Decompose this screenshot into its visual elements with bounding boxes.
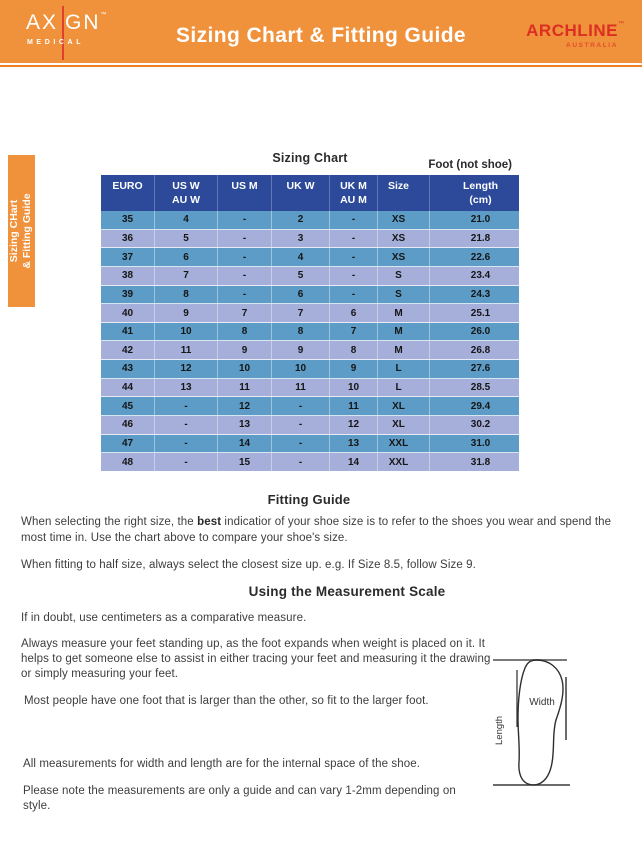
- table-cell: 9: [218, 341, 272, 359]
- table-cell: 3: [272, 230, 330, 248]
- table-cell: 29.4: [470, 400, 491, 412]
- table-cell: 8: [330, 341, 378, 359]
- table-cell: 2: [272, 211, 330, 229]
- archline-logo: [526, 21, 624, 49]
- table-cell: 8: [218, 323, 272, 341]
- table-row: [101, 416, 519, 435]
- table-cell: -: [218, 211, 272, 229]
- table-cell: -: [155, 453, 218, 471]
- measurement-paragraph-1: If in doubt, use centimeters as a comparative measure.: [21, 612, 307, 624]
- table-cell: 28.5: [470, 382, 491, 394]
- fitting-guide-paragraph-2: When fitting to half size, always select the closest size up. e.g. If Size 8.5, follow Size 9.: [21, 559, 476, 571]
- measurement-paragraph-4: All measurements for width and length are for the internal space of the shoe.: [23, 758, 421, 770]
- table-cell: -: [218, 248, 272, 266]
- table-cell: -: [330, 286, 378, 304]
- table-cell: -: [272, 416, 330, 434]
- table-cell: 10: [155, 323, 218, 341]
- fitting-guide-heading: Fitting Guide: [267, 492, 351, 507]
- table-cell: 23.4: [470, 270, 491, 282]
- table-cell: 39: [101, 286, 155, 304]
- archline-logo-text: ARCHLINE: [526, 21, 618, 40]
- table-cell: 38: [101, 267, 155, 285]
- column-header-length: Length (cm): [463, 180, 498, 206]
- table-cell: 4: [272, 248, 330, 266]
- page-title: Sizing Chart & Fitting Guide: [175, 24, 466, 47]
- column-header-ukm: UK M AU M: [330, 175, 378, 211]
- table-cell: L: [378, 360, 430, 378]
- table-row: [101, 286, 519, 305]
- table-cell: S: [378, 286, 430, 304]
- table-cell: 9: [155, 304, 218, 322]
- table-cell: 12: [155, 360, 218, 378]
- table-cell: 7: [272, 304, 330, 322]
- table-cell: 15: [218, 453, 272, 471]
- table-cell: 21.0: [470, 214, 491, 226]
- table-cell: 14: [218, 435, 272, 453]
- table-cell: -: [218, 230, 272, 248]
- table-cell: XXL: [378, 435, 430, 453]
- table-cell: -: [330, 211, 378, 229]
- table-cell: L: [378, 379, 430, 397]
- table-cell: 24.3: [470, 288, 491, 300]
- fitting-guide-paragraph-1: When selecting the right size, the best indicatior of your shoe size is to refer to the shoes you wear and spend the most time in. Use the chart above to compare your shoe's size.: [21, 516, 612, 544]
- archline-logo-subtitle: AUSTRALIA: [566, 42, 618, 49]
- table-cell: 7: [218, 304, 272, 322]
- table-cell: 12: [218, 397, 272, 415]
- sizing-table-body: [101, 211, 519, 471]
- table-cell: XS: [378, 248, 430, 266]
- sizing-chart-title: Sizing Chart: [272, 151, 348, 165]
- table-row: [101, 379, 519, 398]
- table-cell: -: [330, 230, 378, 248]
- banner-divider-line: [0, 65, 642, 67]
- table-cell: -: [272, 397, 330, 415]
- table-cell: -: [218, 267, 272, 285]
- table-cell: XL: [378, 397, 430, 415]
- table-row: [101, 248, 519, 267]
- trademark-symbol: ™: [618, 21, 624, 27]
- table-cell: 9: [272, 341, 330, 359]
- table-cell: 6: [330, 304, 378, 322]
- table-row: [101, 304, 519, 323]
- table-cell: -: [155, 416, 218, 434]
- table-cell: 8: [155, 286, 218, 304]
- table-cell: 21.8: [470, 232, 491, 244]
- table-cell: 11: [155, 341, 218, 359]
- table-cell: 14: [330, 453, 378, 471]
- measurement-scale-heading: Using the Measurement Scale: [248, 584, 446, 599]
- table-cell: 46: [101, 416, 155, 434]
- table-row: [101, 453, 519, 471]
- table-cell: 8: [272, 323, 330, 341]
- table-cell: 5: [155, 230, 218, 248]
- width-label: Width: [529, 697, 555, 708]
- measurement-paragraph-2: Always measure your feet standing up, as the foot expands when weight is placed on it. It helps to get someone else to assist in either tracing your feet and measuring it the drawing or simply measuring your feet.: [21, 638, 491, 681]
- table-row: [101, 230, 519, 249]
- axign-logo-left: AX: [26, 11, 59, 34]
- table-cell: 6: [272, 286, 330, 304]
- table-cell: -: [272, 435, 330, 453]
- table-cell: M: [378, 341, 430, 359]
- table-cell: 40: [101, 304, 155, 322]
- table-row: [101, 323, 519, 342]
- table-cell: 31.0: [470, 438, 491, 449]
- table-cell: 13: [218, 416, 272, 434]
- table-cell: 45: [101, 397, 155, 415]
- table-cell: 6: [155, 248, 218, 266]
- table-row: [101, 360, 519, 379]
- table-row: [101, 211, 519, 230]
- table-cell: 12: [330, 416, 378, 434]
- table-cell: 43: [101, 360, 155, 378]
- table-cell: 13: [155, 379, 218, 397]
- table-cell: 30.2: [470, 419, 491, 431]
- table-cell: -: [155, 435, 218, 453]
- table-cell: 11: [218, 379, 272, 397]
- column-header-usw: US W AU W: [155, 175, 218, 211]
- table-cell: 11: [330, 397, 378, 415]
- column-header-ukw: UK W: [272, 175, 330, 211]
- table-cell: 36: [101, 230, 155, 248]
- table-row: [101, 435, 519, 454]
- sizing-table-header: [101, 175, 519, 211]
- table-cell: M: [378, 304, 430, 322]
- table-cell: 47: [101, 435, 155, 453]
- table-cell: -: [272, 453, 330, 471]
- column-header-euro: EURO: [101, 175, 155, 211]
- foot-measurement-diagram: [485, 650, 585, 792]
- foot-outline: [518, 660, 563, 785]
- table-cell: -: [330, 267, 378, 285]
- table-cell: 35: [101, 211, 155, 229]
- table-cell: 25.1: [470, 307, 491, 319]
- table-cell: 44: [101, 379, 155, 397]
- column-header-size: Size: [378, 175, 430, 211]
- table-row: [101, 397, 519, 416]
- table-cell: 11: [272, 379, 330, 397]
- foot-not-shoe-label: Foot (not shoe): [428, 159, 512, 171]
- table-cell: 10: [218, 360, 272, 378]
- table-cell: 7: [330, 323, 378, 341]
- top-banner: [0, 0, 642, 63]
- axign-logo-subtitle: MEDICAL: [27, 39, 85, 46]
- table-cell: M: [378, 323, 430, 341]
- table-cell: 27.6: [470, 363, 491, 375]
- table-cell: 7: [155, 267, 218, 285]
- table-cell: XXL: [378, 453, 430, 471]
- column-header-usm: US M: [218, 175, 272, 211]
- table-cell: XS: [378, 230, 430, 248]
- side-tab-line2: & Fitting Guide: [20, 193, 33, 269]
- table-cell: 42: [101, 341, 155, 359]
- table-cell: S: [378, 267, 430, 285]
- measurement-paragraph-3: Most people have one foot that is larger than the other, so fit to the larger foot.: [24, 695, 429, 707]
- table-cell: -: [330, 248, 378, 266]
- table-cell: 10: [272, 360, 330, 378]
- table-cell: 37: [101, 248, 155, 266]
- sizing-table: [101, 175, 519, 471]
- axign-logo-right: GN: [65, 11, 101, 34]
- trademark-symbol: ™: [100, 12, 109, 18]
- table-cell: 48: [101, 453, 155, 471]
- measurement-paragraph-5: Please note the measurements are only a guide and can vary 1-2mm depending on style.: [23, 785, 456, 813]
- table-cell: -: [218, 286, 272, 304]
- length-label: Length: [494, 715, 505, 745]
- table-cell: 13: [330, 435, 378, 453]
- table-row: [101, 267, 519, 286]
- side-tab-line1: Sizing CHart: [7, 199, 20, 263]
- table-row: [101, 341, 519, 360]
- table-cell: 22.6: [470, 251, 491, 263]
- table-cell: 9: [330, 360, 378, 378]
- side-tab: [8, 155, 35, 307]
- side-tab-label: [8, 155, 36, 307]
- table-cell: XS: [378, 211, 430, 229]
- table-cell: 26.8: [470, 344, 491, 356]
- table-cell: -: [155, 397, 218, 415]
- table-cell: 26.0: [470, 326, 491, 338]
- table-cell: 10: [330, 379, 378, 397]
- table-cell: 31.8: [470, 456, 491, 468]
- table-cell: 5: [272, 267, 330, 285]
- table-cell: 4: [155, 211, 218, 229]
- table-cell: 41: [101, 323, 155, 341]
- table-cell: XL: [378, 416, 430, 434]
